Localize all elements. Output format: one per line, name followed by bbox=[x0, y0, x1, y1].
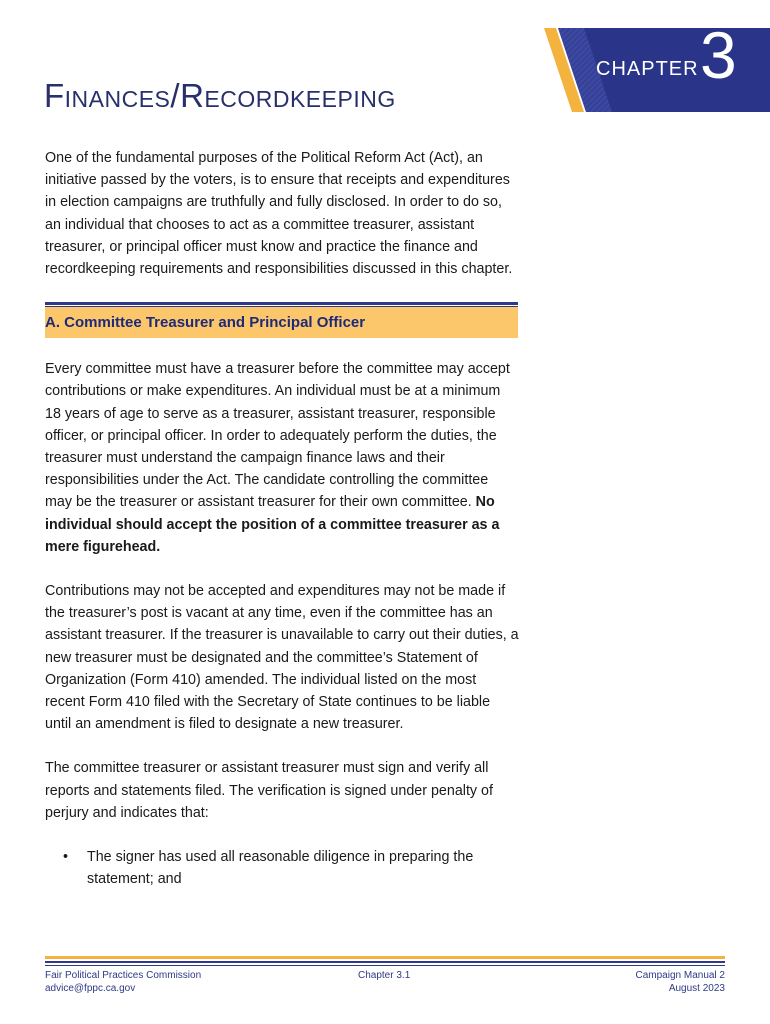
main-content bbox=[45, 147, 519, 890]
figurehead-warning: No individual should accept the position of a committee treasurer as a mere figurehead. bbox=[45, 494, 500, 555]
footer-divider bbox=[45, 956, 725, 966]
footer-org: Fair Political Practices Commission bbox=[45, 970, 202, 981]
footer-email[interactable]: advice@fppc.ca.gov bbox=[45, 983, 136, 994]
section-rule-top bbox=[45, 302, 518, 305]
footer-manual: Campaign Manual 2 bbox=[635, 970, 725, 981]
footer-page-number: Chapter 3.1 bbox=[358, 970, 411, 981]
list-item bbox=[45, 846, 519, 890]
section-a-paragraph-1 bbox=[45, 358, 519, 558]
bullet-icon: • bbox=[63, 849, 69, 866]
section-letter: A. bbox=[45, 314, 60, 332]
footer-date: August 2023 bbox=[668, 983, 725, 994]
page-title: Finances/Recordkeeping bbox=[44, 77, 396, 114]
section-a-header bbox=[45, 302, 518, 338]
chapter-label: CHAPTER bbox=[596, 58, 699, 80]
treasurer-requirements-text: Every committee must have a treasurer before the committee may accept contributions or make expenditures. An individual must be at a minimum 18 years of age to serve as a treasurer, assistant treasurer, responsible officer, or principal officer. In order to adequately perform the duties, the treasurer must understand the campaign finance laws and their responsibilities under the Act. The candidate controlling the committee may be the treasurer or assistant treasurer for their own committee. bbox=[45, 361, 510, 511]
section-a-heading: Committee Treasurer and Principal Officer bbox=[64, 314, 366, 332]
chapter-number: 3 bbox=[700, 18, 737, 92]
section-a-band bbox=[45, 307, 518, 338]
section-a-paragraph-2: Contributions may not be accepted and expenditures may not be made if the treasurer’s post is vacant at any time, even if the committee has an assistant treasurer. If the treasurer is unavailable to carry out their duties, a new treasurer must be designated and the committee’s Statement of Organization (Form 410) amended. The individual listed on the most recent Form 410 filed with the Secretary of State continues to be liable until an amendment is filed to designate a new treasurer. bbox=[45, 583, 519, 733]
footer-right bbox=[636, 969, 726, 995]
section-a-paragraph-3: The committee treasurer or assistant treasurer must sign and verify all reports and statements filed. The verification is signed under penalty of perjury and indicates that: bbox=[45, 760, 493, 821]
footer-left bbox=[45, 969, 201, 995]
verification-list bbox=[45, 846, 519, 890]
list-item-text: The signer has used all reasonable diligence in preparing the statement; and bbox=[87, 849, 474, 888]
intro-paragraph: One of the fundamental purposes of the Political Reform Act (Act), an initiative passed by the voters, is to ensure that receipts and expenditures in election campaigns are truthfully and fully disclosed. In order to do so, an individual that chooses to act as a committee treasurer, assistant treasurer, or principal officer must know and practice the finance and recordkeeping requirements and responsibilities discussed in this chapter. bbox=[45, 150, 513, 278]
